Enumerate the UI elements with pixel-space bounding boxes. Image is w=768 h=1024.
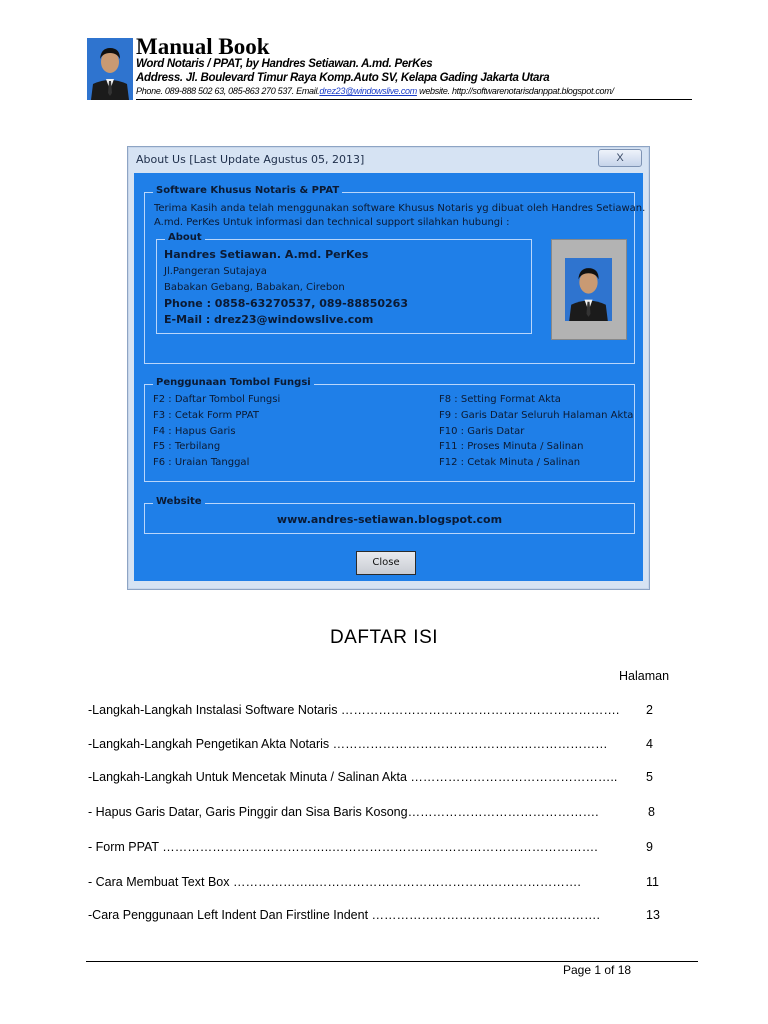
contact-photo [551,239,627,340]
close-button[interactable]: Close [356,551,416,575]
toc-entry: - Form PPAT …………………………………..………………………………………………………. [88,840,598,854]
header-author-line: Word Notaris / PPAT, by Handres Setiawan. A.md. PerKes [136,58,433,70]
document-title: Manual Book [136,34,270,59]
software-group-legend: Software Khusus Notaris & PPAT [153,185,342,196]
page-number: Page 1 of 18 [563,963,632,977]
toc-entry: -Langkah-Langkah Instalasi Software Notaris …………………………………………………………. [88,703,620,717]
contact-address2: Babakan Gebang, Babakan, Cirebon [164,282,345,293]
website-url[interactable]: www.andres-setiawan.blogspot.com [276,513,503,526]
function-key-item: F4 : Hapus Garis [153,426,236,437]
function-key-item: F2 : Daftar Tombol Fungsi [153,394,281,405]
dialog-close-x-button[interactable]: X [598,149,642,167]
toc-entry-page: 13 [646,908,660,922]
function-key-item: F3 : Cetak Form PPAT [153,410,259,421]
header-contact-line [136,86,614,96]
header-phone: Phone. 089-888 502 63, 085-863 270 537. Email. [136,86,320,96]
toc-entry-page: 8 [648,805,655,819]
header-divider [136,99,692,100]
toc-entry-page: 5 [646,770,653,784]
toc-entry-page: 4 [646,737,653,751]
function-key-item: F11 : Proses Minuta / Salinan [439,441,584,452]
contact-name: Handres Setiawan. A.md. PerKes [164,248,369,261]
function-keys-group [144,377,635,482]
author-photo [87,38,133,100]
header-address-line: Address. Jl. Boulevard Timur Raya Komp.Auto SV, Kelapa Gading Jakarta Utara [136,72,550,84]
function-key-item: F12 : Cetak Minuta / Salinan [439,457,581,468]
toc-entry-page: 9 [646,840,653,854]
function-keys-legend: Penggunaan Tombol Fungsi [153,377,314,388]
intro-text-line1: Terima Kasih anda telah menggunakan software Khusus Notaris yg dibuat oleh Handres Setiawan. [154,203,646,214]
function-key-item: F8 : Setting Format Akta [439,394,561,405]
toc-title: DAFTAR ISI [329,627,439,648]
header-website: website. http://softwarenotarisdanppat.blogspot.com/ [416,86,614,96]
website-legend: Website [153,496,205,507]
website-group [144,496,635,534]
function-key-item: F9 : Garis Datar Seluruh Halaman Akta [439,410,634,421]
about-group [156,232,532,334]
toc-entry: -Langkah-Langkah Pengetikan Akta Notaris ………………………………………………………… [88,737,608,751]
header-email-link[interactable]: drez23@windowslive.com [319,86,417,96]
toc-entry-page: 2 [646,703,653,717]
dialog-body [134,173,646,581]
toc-entry: - Cara Membuat Text Box ………………..………………………………………………………. [88,875,581,889]
toc-entry-page: 11 [646,875,659,889]
dialog-title: About Us [Last Update Agustus 05, 2013] [136,153,365,166]
toc-entry: -Langkah-Langkah Untuk Mencetak Minuta / Salinan Akta ………………………………………….. [88,770,618,784]
toc-entry: - Hapus Garis Datar, Garis Pinggir dan Sisa Baris Kosong………………………………………. [88,805,599,819]
contact-address1: Jl.Pangeran Sutajaya [164,266,267,277]
toc-page-header: Halaman [619,669,670,683]
about-dialog [127,146,650,590]
function-key-item: F6 : Uraian Tanggal [153,457,250,468]
function-key-item: F10 : Garis Datar [439,426,525,437]
intro-text-line2: A.md. PerKes Untuk informasi dan technical support silahkan hubungi : [154,217,510,228]
function-key-item: F5 : Terbilang [153,441,221,452]
about-group-legend: About [165,232,205,243]
toc-entry: -Cara Penggunaan Left Indent Dan Firstline Indent ………………………………………………. [88,908,600,922]
contact-phone: Phone : 0858-63270537, 089-88850263 [164,297,408,310]
footer-divider [86,961,698,962]
contact-email: E-Mail : drez23@windowslive.com [164,313,374,326]
